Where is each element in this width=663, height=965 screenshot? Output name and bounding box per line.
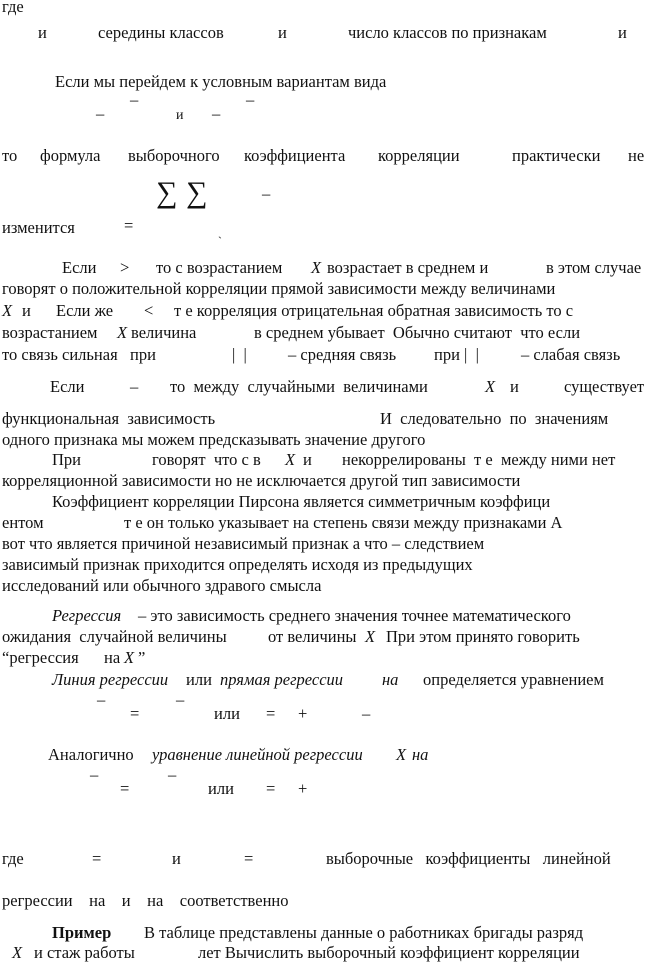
text-fragment: на xyxy=(412,745,429,764)
text-fragment: Если xyxy=(50,377,85,396)
text-fragment: X xyxy=(396,745,407,764)
text-fragment: и стаж работы xyxy=(34,943,135,962)
text-fragment: и xyxy=(22,301,31,320)
formula-fragment: или xyxy=(208,779,234,798)
text-fragment: | | xyxy=(232,345,247,364)
text-fragment: изменится xyxy=(2,218,75,237)
text-fragment: в среднем убывает Обычно считают что если xyxy=(254,323,581,342)
formula-fragment: = xyxy=(124,216,134,235)
text-line: корреляционной зависимости но не исключается другой тип зависимости xyxy=(2,471,521,490)
formula-fragment: – xyxy=(90,765,99,784)
formula-fragment: – xyxy=(168,765,177,784)
formula-fragment: + xyxy=(298,779,308,798)
text-fragment: – средняя связь xyxy=(288,345,397,364)
formula-fragment: = xyxy=(266,704,276,723)
text-fragment: X xyxy=(12,943,23,962)
text-fragment: говорят что с в xyxy=(152,450,261,469)
text-fragment: на xyxy=(382,670,399,689)
formula-fragment: – xyxy=(246,90,255,109)
formula-fragment: – xyxy=(212,104,221,123)
text-fragment: при | | xyxy=(434,345,479,364)
text-fragment: не xyxy=(628,146,645,165)
text-fragment: величина xyxy=(131,323,197,342)
formula-fragment: – xyxy=(130,90,139,109)
text-fragment: определяется уравнением xyxy=(423,670,604,689)
text-fragment: выборочного xyxy=(128,146,220,165)
text-fragment: > xyxy=(120,258,130,277)
text-fragment: – слабая связь xyxy=(521,345,621,364)
term-regression: Регрессия xyxy=(52,606,122,625)
text-fragment: и xyxy=(618,23,627,42)
text-fragment: ожидания случайной величины xyxy=(2,627,227,646)
formula-fragment: = xyxy=(244,849,254,868)
text-fragment: формула xyxy=(40,146,101,165)
text-fragment: X xyxy=(285,450,296,469)
text-line: вот что является причиной независимый признак а что – следствием xyxy=(2,534,485,553)
text-fragment: При xyxy=(52,450,81,469)
text-fragment: X xyxy=(124,648,135,667)
text-fragment: – это зависимость среднего значения точнее математического xyxy=(138,606,571,625)
formula-fragment: – xyxy=(97,690,106,709)
text-fragment: возрастает в среднем и xyxy=(327,258,489,277)
term-direct-regression: прямая регрессии xyxy=(220,670,344,689)
text-fragment: т е корреляция отрицательная обратная зависимость то с xyxy=(174,301,574,320)
text-fragment: Аналогично xyxy=(48,745,134,764)
text-fragment: X xyxy=(485,377,496,396)
text-fragment: от величины xyxy=(268,627,357,646)
text-line: Если мы перейдем к условным вариантам вида xyxy=(55,72,387,91)
text-fragment: Если же xyxy=(56,301,114,320)
text-fragment: лет Вычислить выборочный коэффициент корреляции xyxy=(198,943,580,962)
text-fragment: функциональная зависимость xyxy=(2,409,216,428)
text-line: где xyxy=(2,0,24,16)
text-fragment: В таблице представлены данные о работниках бригады разряд xyxy=(144,923,584,942)
formula-fragment: и xyxy=(176,108,184,123)
formula-fragment: или xyxy=(214,704,240,723)
formula-fragment: = xyxy=(266,779,276,798)
text-fragment: При этом принято говорить xyxy=(386,627,580,646)
text-fragment: X xyxy=(2,301,13,320)
text-fragment: Если xyxy=(62,258,97,277)
text-fragment: то связь сильная при xyxy=(2,345,156,364)
term-linear-regression-equation: уравнение линейной регрессии xyxy=(152,745,363,764)
term-regression-line: Линия регрессии xyxy=(52,670,169,689)
text-fragment: – xyxy=(130,377,139,396)
text-fragment: выборочные коэффициенты линейной xyxy=(326,849,611,868)
text-fragment: X xyxy=(117,323,128,342)
formula-fragment: – xyxy=(262,184,271,203)
text-fragment: то xyxy=(2,146,18,165)
formula-fragment: = xyxy=(120,779,130,798)
text-fragment: и xyxy=(510,377,519,396)
formula-fragment: = xyxy=(92,849,102,868)
formula-fragment: – xyxy=(176,690,185,709)
text-fragment: ” xyxy=(138,648,146,667)
text-fragment: в этом случае xyxy=(546,258,642,277)
text-fragment: И следовательно по значениям xyxy=(380,409,609,428)
text-fragment: то с возрастанием xyxy=(156,258,283,277)
text-fragment: на xyxy=(104,648,121,667)
text-line: регрессии на и на соответственно xyxy=(2,891,289,910)
text-fragment: или xyxy=(186,670,212,689)
text-fragment: существует xyxy=(564,377,645,396)
text-fragment: ентом xyxy=(2,513,44,532)
text-fragment: число классов по признакам xyxy=(348,23,547,42)
text-fragment: и xyxy=(172,849,181,868)
text-fragment: практически xyxy=(512,146,601,165)
text-fragment: где xyxy=(2,849,24,868)
text-fragment: X xyxy=(365,627,376,646)
example-label: Пример xyxy=(52,923,112,942)
text-fragment: коэффициента xyxy=(244,146,346,165)
text-line: исследований или обычного здравого смысла xyxy=(2,576,322,595)
text-fragment: середины классов xyxy=(98,23,224,42)
formula-fragment: – xyxy=(96,104,105,123)
text-line: зависимый признак приходится определять исходя из предыдущих xyxy=(2,555,473,574)
text-fragment: некоррелированы т е между ними нет xyxy=(342,450,616,469)
formula-fragment: + xyxy=(298,704,308,723)
text-fragment: “регрессия xyxy=(2,648,79,667)
formula-fragment: – xyxy=(362,704,371,723)
formula-fragment: = xyxy=(130,704,140,723)
text-fragment: и xyxy=(38,23,47,42)
text-fragment: и xyxy=(278,23,287,42)
sum-symbol: ∑ xyxy=(186,176,208,209)
text-fragment: и xyxy=(303,450,312,469)
text-line: говорят о положительной корреляции прямой зависимости между величинами xyxy=(2,279,556,298)
text-fragment: т е он только указывает на степень связи между признаками А xyxy=(124,513,563,532)
text-line: одного признака мы можем предсказывать значение другого xyxy=(2,430,426,449)
text-fragment: X xyxy=(311,258,322,277)
text-fragment: то между случайными величинами xyxy=(170,377,428,396)
text-fragment: возрастанием xyxy=(2,323,98,342)
formula-fragment: ` xyxy=(218,234,222,248)
text-fragment: корреляции xyxy=(378,146,460,165)
text-fragment: < xyxy=(144,301,154,320)
sum-symbol: ∑ xyxy=(156,176,178,209)
text-line: Коэффициент корреляции Пирсона является симметричным коэффици xyxy=(52,492,551,511)
